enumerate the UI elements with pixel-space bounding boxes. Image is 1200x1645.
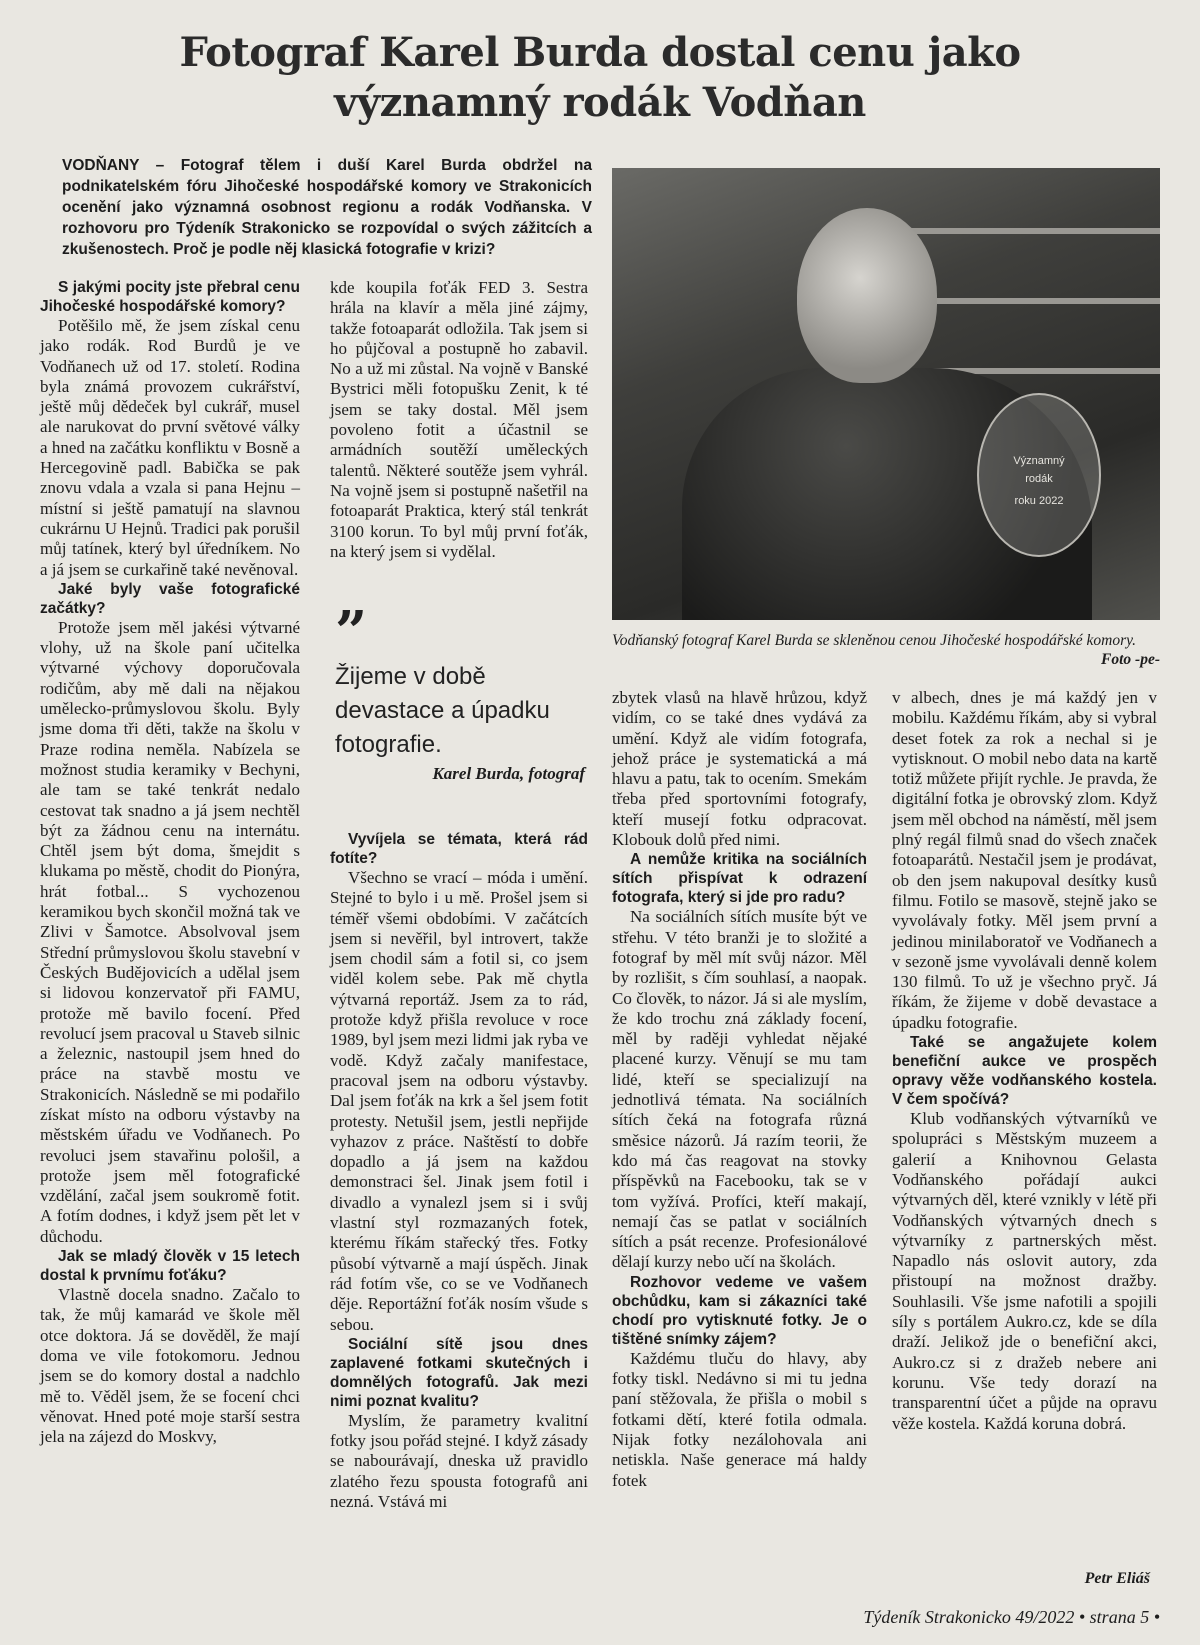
interview-question: S jakými pocity jste přebral cenu Jihočeské hospodářské komory? — [40, 279, 300, 315]
interview-answer: zbytek vlasů na hlavě hrůzou, když vidím, co se také dnes vydává za umění. Když ale vidím fotografa, jehož práce je systematická a má hlavu a patu, tak to ocením. Smekám třeba před sportovními fotografy, kteří musejí fotku odpracovat. Klobouk dolů před nimi. — [612, 688, 867, 850]
article-column-2 — [330, 278, 588, 562]
page-footer: Týdeník Strakonicko 49/2022 • strana 5 • — [863, 1607, 1160, 1627]
interview-answer: Myslím, že parametry kvalitní fotky jsou pořád stejné. I když zásady se nabourávají, dneska už pravidlo zlatého řezu spousta fotografů ani nezná. Vstává mi — [330, 1410, 588, 1512]
interview-question: Rozhovor vedeme ve vašem obchůdku, kam si zákazníci také chodí pro vytisknuté fotky. Je o tištěné snímky zájem? — [612, 1273, 867, 1348]
article-column-2-lower — [330, 830, 588, 1512]
interview-answer: kde koupila foťák FED 3. Sestra hrála na klavír a měla jiné zájmy, takže fotoaparát odložila. Tak jsem si ho půjčoval a postupně ho zabavil. No a už mi zůstal. Na vojně v Banské Bystrici měli fotopušku Zenit, k té jsem se taky dostal. Měl jsem povoleno fotit a účastnil se armádních soutěží uměleckých talentů. Některé soutěže jsem vyhrál. Na vojně jsem si postupně našetřil na fotoaparát Praktica, který stál tenkrát 3100 korun. To byl můj první foťák, na který jsem si vydělal. — [330, 278, 588, 561]
interview-answer: Všechno se vrací – móda i umění. Stejné to bylo i u mě. Prošel jsem si téměř všemi obdobími. V začátcích jsem si nevěřil, byl introvert, takže jsem chodil sám a fotil si, co jsem viděl kolem sebe. Pak mě chytla výtvarná reportáž. Jsem za to rád, protože když přišla revoluce v roce 1989, byl jsem mezi lidmi jak ryba ve vodě. Když začaly manifestace, pracoval jsem na odboru výstavby. Dal jsem foťák na krk a šel jsem fotit protesty. Netušil jsem, jestli nepřijde vyhazov z práce. Naštěstí to dobře dopadlo a já jsem na každou demonstraci šel. Jinak jsem fotil i divadlo a vynalezl jsem si i svůj vlastní styl rozmazaných fotek, kterému říkám stařecký třes. Fotky působí výtvarně a mají úspěch. Jinak rád fotím vše, co se ve Vodňanech děje. Reportážní foťák nosím všude s sebou. — [330, 868, 588, 1334]
interview-answer: Každému tluču do hlavy, aby fotky tiskl. Nedávno si mi tu jedna paní stěžovala, že přišla o mobil s fotkami dětí, které fotila odmala. Nijak fotky nezálohovala ani netiskla. Naše generace má haldy fotek — [612, 1348, 867, 1490]
headline: Fotograf Karel Burda dostal cenu jako významný rodák Vodňan — [179, 29, 1021, 126]
interview-question: Vyvíjela se témata, která rád fotíte? — [330, 831, 588, 867]
interview-answer: Klub vodňanských výtvarníků ve spolupráci s Městským muzeem a galerií a Knihovnou Gelasta Vodňanského pořádají aukci výtvarných děl, které vznikly v létě při Vodňanských výtvarných dnech s výtvarníky z partnerských měst. Napadlo nás oslovit autory, zda přistoupí na možnost dražby. Souhlasili. Vše jsme nafotili a spojili síly s portálem Aukro.cz, kde se díla draží. Jelikož jde o benefiční akci, Aukro.cz si z dražeb nebere ani korunu. Vše tedy dorazí na transparentní účet a půjde na opravu věže kostela. Každá koruna dobrá. — [892, 1109, 1157, 1433]
quote-mark: ” — [335, 599, 364, 665]
interview-answer: v albech, dnes je má každý jen v mobilu. Každému říkám, aby si vybral deset fotek za rok a nechal si je vytisknout. O mobil nebo data na kartě totiž můžete přijít rychle. Je pravda, že digitální fotka je obrovský zlom. Když jsem měl obchod na náměstí, měl jsem plný regál filmů snad do všech značek fotoaparátů. Nestačil jsem je prodávat, ob den jsem nakupoval desítky kusů filmu. Fotilo se masově, stejně jako se vyvolávaly fotky. Měl jsem první a jedinou minilaboratoř ve Vodňanech a v sezoně jsme vyvolávali denně kolem 130 filmů. To už je všechno pryč. Já říkám, že žijeme v době devastace a úpadku fotografie. — [892, 688, 1157, 1032]
quote-author: Karel Burda, fotograf — [432, 764, 585, 783]
photo-credit: Foto -pe- — [1101, 651, 1160, 668]
quote-text: Žijeme v době devastace a úpadku fotografie. — [335, 663, 550, 758]
interview-question: Jak se mladý člověk v 15 letech dostal k prvnímu foťáku? — [40, 1248, 300, 1285]
pull-quote — [335, 599, 585, 784]
article-column-4 — [892, 688, 1157, 1434]
author-signature: Petr Eliáš — [1084, 1570, 1150, 1587]
glass-award — [977, 393, 1101, 557]
award-line: rodák — [1025, 473, 1053, 485]
interview-question: Také se angažujete kolem benefiční aukce ve prospěch opravy věže vodňanského kostela. V čem spočívá? — [892, 1034, 1157, 1109]
bleed-through-text-right — [1050, 30, 1200, 78]
article-column-1 — [40, 278, 300, 1447]
interview-answer: Na sociálních sítích musíte být ve střehu. V této branži je to složité a fotograf by měl mít svůj názor. Měl by rozlišit, s čím souhlasí, a naopak. Co člověk, to názor. Já si ale myslím, že kdo trochu zná základy focení, měl by raději vyhledat nějaké placené kurzy. Věnují se mu tam lidé, kteří se specializují na jednotlivá témata. Na sociálních sítích čeká na fotografa různá směsice názorů. Já razím teorii, že kdo má čas reagovat na stovky příspěvků na Facebooku, tak se v tom vyžívá. Profíci, kteří makají, nemají čas se patlat v sociálních sítích a psát recenze. Profesionálové dělají kurzy nebo učí na školách. — [612, 907, 867, 1272]
photo-caption: Vodňanský fotograf Karel Burda se skleněnou cenou Jihočeské hospodářské komory. — [612, 632, 1137, 649]
interview-answer: Vlastně docela snadno. Začalo to tak, že můj kamarád ve škole měl otce doktora. Já se dověděl, že mají doma ve vile fotokomoru. Jednou jsem se do komory dostal a nadchlo mě to. Věděl jsem, že se focení chci věnovat. Hned poté moje starší sestra jela na zájezd do Moskvy, — [40, 1285, 300, 1447]
article-column-3 — [612, 688, 867, 1491]
interview-answer: Protože jsem měl jakési výtvarné vlohy, už na škole paní učitelka výtvarné výchovy doporučovala rodičům, aby mě dali na nějakou umělecko-průmyslovou školu. Byly jsme doma tři děti, takže na školu v Praze rodina neměla. Nabízela se možnost studia keramiky v Bechyni, ale tam se také tenkrát nedalo cestovat tak snadno a já jsem nechtěl být za žádnou cenu na internátu. Chtěl jsem být doma, šmejdit s klukama po městě, chodit do Pionýra, hrát fotbal... S vychozenou keramikou bych skončil možná tak ve Zlivi v Šamotce. Absolvoval jsem Střední průmyslovou školu stavební v Českých Budějovicích a udělal jsem si lidovou konzervatoř při FAMU, protože mě bavilo focení. Před revolucí jsem pracoval u Staveb silnic a železnic, nastoupil jsem hned do práce na stavbě mostu ve Strakonicích. Následně se mi podařilo získat místo na odboru výstavby na městském úřadu ve Vodňanech. Po revoluci jsem stavařinu pološil, a protože jsem měl fotografické vzdělání, začal jsem soukromě fotit. A fotím dodnes, i když jsem pět let v důchodu. — [40, 617, 300, 1246]
interview-question: Sociální sítě jsou dnes zaplavené fotkami skutečných i domnělých fotografů. Jak mezi nimi poznat kvalitu? — [330, 1335, 588, 1410]
interview-question: Jaké byly vaše fotografické začátky? — [40, 580, 300, 617]
lead-paragraph: VODŇANY – Fotograf tělem i duší Karel Burda obdržel na podnikatelském fóru Jihočeské hospodářské komory ve Strakonicích ocenění jako významná osobnost regionu a rodák Vodňanska. V rozhovoru pro Týdeník Strakonicko se rozpovídal o svých zážitcích a zkušenostech. Proč je podle něj klasická fotografie v krizi? — [62, 157, 592, 258]
article-photo — [612, 168, 1160, 620]
award-line: roku 2022 — [1014, 495, 1064, 507]
award-line: Významný — [1013, 455, 1065, 467]
interview-answer: Potěšilo mě, že jsem získal cenu jako rodák. Rod Burdů je ve Vodňanech už od 17. století. Rodina byla známá provozem cukrářství, ještě můj dědeček byl cukrář, musel ale narukovat do první světové války a hned na začátku konfliktu v Bosně a Hercegovině padl. Babička se pak znovu vdala a vzala si pana Hejnu – místní si ještě pamatují na slavnou cukrárnu U Hejnů. Tradici pak porušil můj tatínek, který byl úředníkem. No a já jsem se curkařině také nevěnoval. — [40, 316, 300, 579]
interview-question: A nemůže kritika na sociálních sítích přispívat k odrazení fotografa, který si jde pro radu? — [612, 851, 867, 907]
